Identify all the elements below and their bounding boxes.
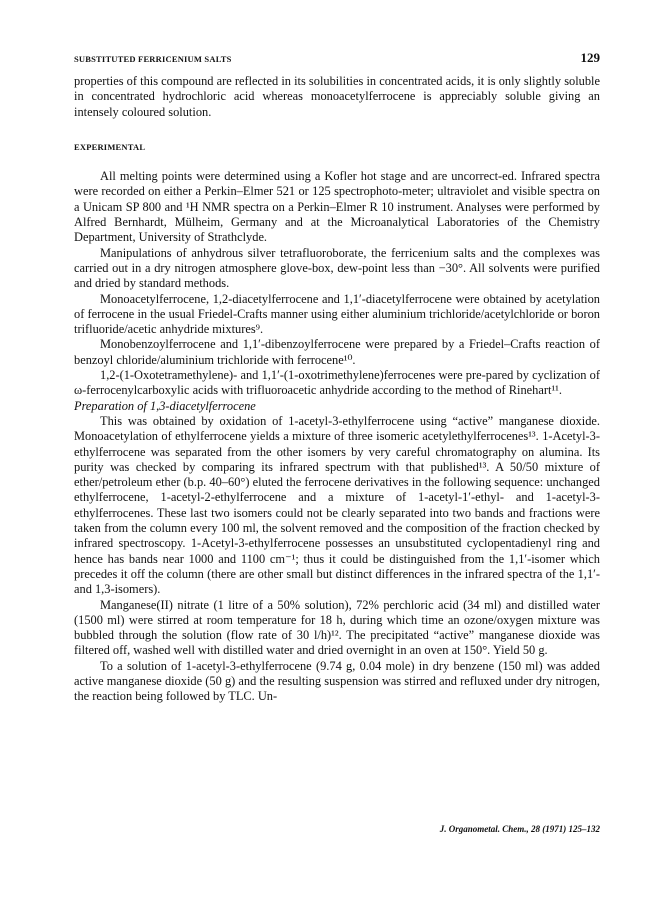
- page-body: [74, 74, 600, 705]
- intro-paragraph: properties of this compound are reflected in its solubilities in concentrated acids, it is only slightly soluble in concentrated hydrochloric acid whereas monoacetylferrocene is appreciably soluble giving an intensely coloured solution.: [74, 74, 600, 119]
- paragraph-oxoferrocenes: 1,2-(1-Oxotetramethylene)- and 1,1′-(1-oxotrimethylene)ferrocenes were pre-pared by cyclization of ω-ferrocenylcarboxylic acids with trifluoroacetic anhydride according to the method of Rinehart¹¹.: [74, 368, 600, 398]
- paragraph-acetylferrocenes: Monoacetylferrocene, 1,2-diacetylferrocene and 1,1′-diacetylferrocene were obtained by acetylation of ferrocene in the usual Friedel-Crafts manner using either aluminium trichloride/acetylchloride or boron trifluoride/acetic anhydride mixtures⁹.: [74, 291, 600, 337]
- paragraph-benzoylferrocenes: Monobenzoylferrocene and 1,1′-dibenzoylferrocene were prepared by a Friedel–Crafts reaction of benzoyl chloride/aluminium trichloride with ferrocene¹⁰.: [74, 337, 600, 367]
- paragraph-oxidation: This was obtained by oxidation of 1-acetyl-3-ethylferrocene using “active” manganese dioxide. Monoacetylation of ethylferrocene yields a mixture of three isomeric acetylethylferrocenes¹³. 1-Acetyl-3-ethylferrocene was separated from the other isomers by very careful chromatography on alumina. Its purity was checked by comparing its infrared spectrum with that published¹³. A 50/50 mixture of ether/petroleum ether (b.p. 40–60°) eluted the ferrocene derivatives in the following sequence: unchanged ethylferrocene, 1-acetyl-2-ethylferrocene and a mixture of 1-acetyl-1′-ethyl- and 1-acetyl-3-ethylferrocenes. These last two isomers could not be clearly separated into two bands and fractions were taken from the column every 100 ml, the solvent removed and the composition of the fraction checked by infrared spectroscopy. 1-Acetyl-3-ethylferrocene possesses an unsubstituted cyclopentadienyl ring and hence has bands near 1000 and 1100 cm⁻¹; thus it could be distinguished from the 1,1′-isomer which precedes it off the column (there are other small but distinct differences in the infrared spectra of the 1,1′- and 1,3-isomers).: [74, 413, 600, 597]
- section-heading-experimental: EXPERIMENTAL: [74, 141, 146, 152]
- running-head: [74, 50, 600, 66]
- paragraph-manipulations: Manipulations of anhydrous silver tetrafluoroborate, the ferricenium salts and the complexes was carried out in a dry nitrogen atmosphere glove-box, dew-point less than −30°. All solvents were purified and dried by standard methods.: [74, 245, 600, 291]
- running-title: SUBSTITUTED FERRICENIUM SALTS: [74, 54, 232, 64]
- subsection-heading-preparation: Preparation of 1,3-diacetylferrocene: [74, 398, 256, 413]
- paragraph-general-methods: All melting points were determined using a Kofler hot stage and are uncorrect-ed. Infrared spectra were recorded on either a Perkin–Elmer 521 or 125 spectrophoto-meter; ultraviolet and visible spectra on a Unicam SP 800 and ¹H NMR spectra on a Perkin–Elmer R 10 instrument. Analyses were performed by Alfred Bernhardt, Mülheim, Germany and at the Microanalytical Laboratories of the Chemistry Department, University of Strathclyde.: [74, 169, 600, 245]
- paragraph-reaction: To a solution of 1-acetyl-3-ethylferrocene (9.74 g, 0.04 mole) in dry benzene (150 ml) was added active manganese dioxide (50 g) and the resulting suspension was stirred and refluxed under dry nitrogen, the reaction being followed by TLC. Un-: [74, 658, 600, 704]
- journal-citation-footer: J. Organometal. Chem., 28 (1971) 125–132: [439, 824, 600, 834]
- paragraph-manganese-dioxide: Manganese(II) nitrate (1 litre of a 50% solution), 72% perchloric acid (34 ml) and distilled water (1500 ml) were stirred at room temperature for 18 h, during which time an ozone/oxygen mixture was bubbled through the solution (flow rate of 30 l/h)¹². The precipitated “active” manganese dioxide was filtered off, washed well with distilled water and dried overnight in an oven at 150°. Yield 50 g.: [74, 597, 600, 658]
- page-number: 129: [580, 50, 600, 65]
